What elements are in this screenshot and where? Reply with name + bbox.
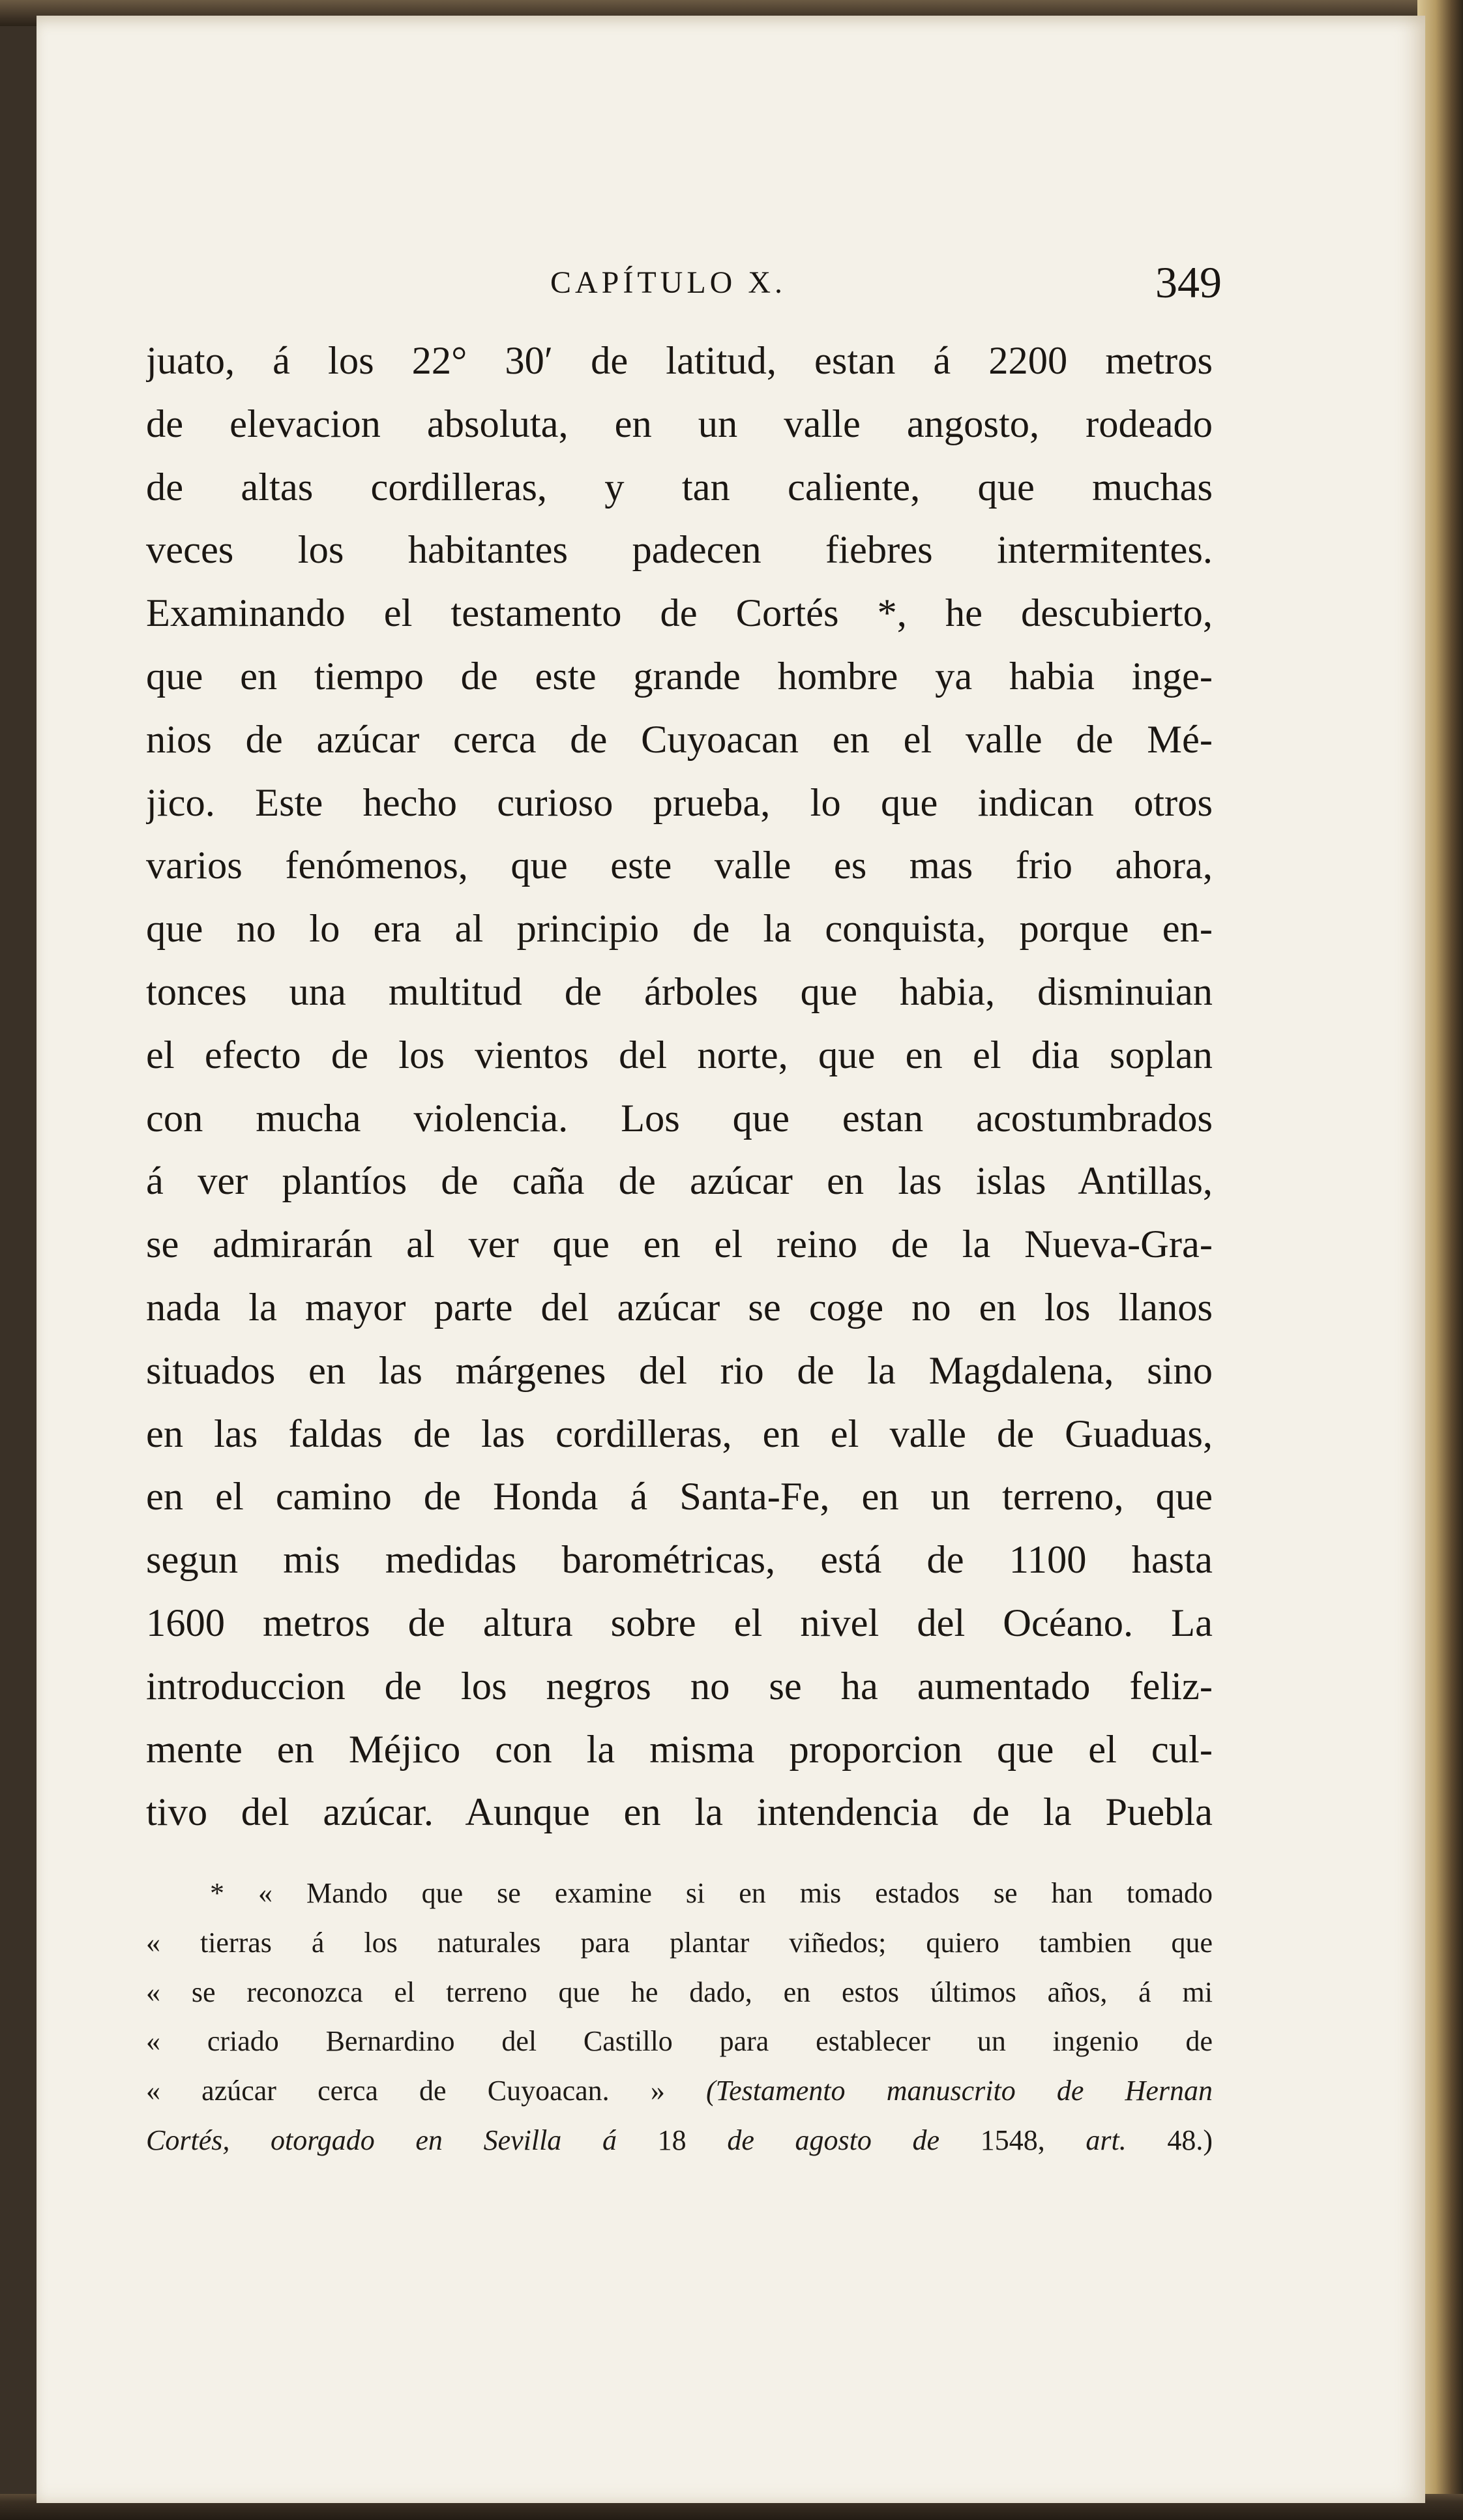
footnote xyxy=(146,1869,1213,2165)
footnote-line: « se reconozca el terreno que he dado, en estos últimos años, á mi xyxy=(146,1976,1213,2008)
text-line: juato, á los 22° 30′ de latitud, estan á 2200 metros xyxy=(146,339,1213,383)
text-line: tivo del azúcar. Aunque en la intendencia de la Puebla xyxy=(146,1790,1213,1835)
body-text xyxy=(146,330,1213,1845)
text-line: tonces una multitud de árboles que habia, disminuian xyxy=(146,970,1213,1014)
footnote-year: 1548, xyxy=(980,2124,1045,2156)
footnote-date: 18 xyxy=(657,2124,687,2156)
footnote-citation: (Testamento manuscrito de Hernan xyxy=(706,2075,1213,2107)
text-line: nios de azúcar cerca de Cuyoacan en el valle de Mé- xyxy=(146,717,1213,762)
text-line: veces los habitantes padecen fiebres intermitentes. xyxy=(146,528,1213,572)
book-page xyxy=(37,16,1425,2503)
text-line: se admirarán al ver que en el reino de la Nueva-Gra- xyxy=(146,1223,1213,1267)
footnote-line: * « Mando que se examine si en mis estados se han tomado xyxy=(210,1877,1213,1909)
footnote-citation: art. xyxy=(1086,2124,1127,2156)
text-line: nada la mayor parte del azúcar se coge no en los llanos xyxy=(146,1285,1213,1329)
footnote-line xyxy=(146,2116,1213,2165)
page-number: 349 xyxy=(1155,258,1222,307)
footnote-line: « criado Bernardino del Castillo para establecer un ingenio de xyxy=(146,2025,1213,2058)
text-line: que no lo era al principio de la conquista, porque en- xyxy=(146,907,1213,951)
text-line: que en tiempo de este grande hombre ya habia inge- xyxy=(146,654,1213,698)
text-line: con mucha violencia. Los que estan acostumbrados xyxy=(146,1096,1213,1140)
text-line: á ver plantíos de caña de azúcar en las islas Antillas, xyxy=(146,1159,1213,1204)
text-line: introduccion de los negros no se ha aumentado feliz- xyxy=(146,1664,1213,1708)
text-line: de elevacion absoluta, en un valle angosto, rodeado xyxy=(146,402,1213,446)
text-line: Examinando el testamento de Cortés *, he descubierto, xyxy=(146,591,1213,636)
running-header xyxy=(550,257,1222,316)
text-line: segun mis medidas barométricas, está de 1100 hasta xyxy=(146,1538,1213,1582)
footnote-quote-end: « azúcar cerca de Cuyoacan. » xyxy=(146,2075,665,2107)
footnote-article: 48.) xyxy=(1167,2124,1213,2156)
text-line: de altas cordilleras, y tan caliente, que muchas xyxy=(146,465,1213,509)
text-line: en el camino de Honda á Santa-Fe, en un terreno, que xyxy=(146,1475,1213,1519)
text-line: varios fenómenos, que este valle es mas frio ahora, xyxy=(146,844,1213,888)
text-line: 1600 metros de altura sobre el nivel del Océano. La xyxy=(146,1601,1213,1645)
footnote-citation: Cortés, otorgado en Sevilla á xyxy=(146,2124,617,2156)
footnote-line xyxy=(146,2066,1213,2116)
text-line: jico. Este hecho curioso prueba, lo que indican otros xyxy=(146,780,1213,825)
footnote-line: « tierras á los naturales para plantar viñedos; quiero tambien que xyxy=(146,1926,1213,1959)
text-line: en las faldas de las cordilleras, en el valle de Guaduas, xyxy=(146,1412,1213,1456)
text-line: mente en Méjico con la misma proporcion que el cul- xyxy=(146,1727,1213,1771)
chapter-title: CAPÍTULO X. xyxy=(550,265,786,300)
text-line: situados en las márgenes del rio de la Magdalena, sino xyxy=(146,1348,1213,1393)
footnote-citation: de agosto de xyxy=(727,2124,940,2156)
text-line: el efecto de los vientos del norte, que en el dia soplan xyxy=(146,1033,1213,1077)
